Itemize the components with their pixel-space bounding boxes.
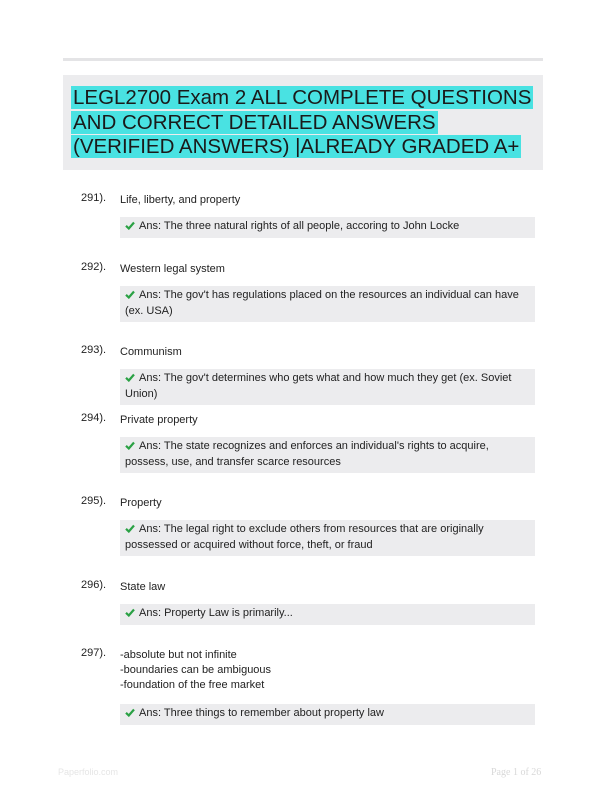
question-text: Western legal system xyxy=(120,263,225,275)
checkmark-icon xyxy=(125,708,135,717)
answer-text: Ans: The gov't determines who gets what and how much they get (ex. Soviet Union) xyxy=(125,372,512,400)
answer-text: Ans: Property Law is primarily... xyxy=(139,607,293,619)
question-text: Communism xyxy=(120,346,182,358)
document-title xyxy=(71,86,535,160)
question-text xyxy=(120,648,530,693)
answer-box xyxy=(120,286,535,322)
question-number: 293). xyxy=(81,344,107,356)
question-line: -boundaries can be ambiguous xyxy=(120,664,272,676)
answer-text: Ans: The gov't has regulations placed on the resources an individual can have (ex. USA) xyxy=(125,289,519,317)
top-divider xyxy=(63,58,543,61)
question-text: State law xyxy=(120,581,166,593)
answer-text: Ans: The legal right to exclude others from resources that are originally possessed or acquired without force, theft, or fraud xyxy=(125,523,484,551)
checkmark-icon xyxy=(125,524,135,533)
question-number: 294). xyxy=(81,412,107,424)
question-number: 297). xyxy=(81,647,107,659)
answer-box xyxy=(120,604,535,625)
title-banner xyxy=(63,75,543,170)
footer-watermark: Paperfolio.com xyxy=(58,767,119,777)
checkmark-icon xyxy=(125,608,135,617)
answer-text: Ans: Three things to remember about property law xyxy=(139,707,384,719)
question-number: 292). xyxy=(81,261,107,273)
question-text: Property xyxy=(120,497,162,509)
question-number: 295). xyxy=(81,495,107,507)
answer-box xyxy=(120,369,535,405)
checkmark-icon xyxy=(125,221,135,230)
answer-box xyxy=(120,704,535,725)
question-text: Private property xyxy=(120,414,198,426)
question-text: Life, liberty, and property xyxy=(120,194,241,206)
answer-box xyxy=(120,437,535,473)
question-line: -foundation of the free market xyxy=(120,679,265,691)
answer-text: Ans: The three natural rights of all people, accoring to John Locke xyxy=(139,220,460,232)
question-number: 296). xyxy=(81,579,107,591)
title-highlight: LEGL2700 Exam 2 ALL COMPLETE QUESTIONS AND CORRECT DETAILED ANSWERS (VERIFIED ANSWERS) |ALREADY GRADED A+ xyxy=(73,86,532,158)
page-number: Page 1 of 26 xyxy=(491,767,542,778)
question-number: 291). xyxy=(81,192,107,204)
checkmark-icon xyxy=(125,373,135,382)
checkmark-icon xyxy=(125,290,135,299)
answer-text: Ans: The state recognizes and enforces an individual's rights to acquire, possess, use, and transfer scarce resources xyxy=(125,440,489,468)
answer-box xyxy=(120,520,535,556)
question-line: -absolute but not infinite xyxy=(120,649,237,661)
answer-box xyxy=(120,217,535,238)
checkmark-icon xyxy=(125,441,135,450)
